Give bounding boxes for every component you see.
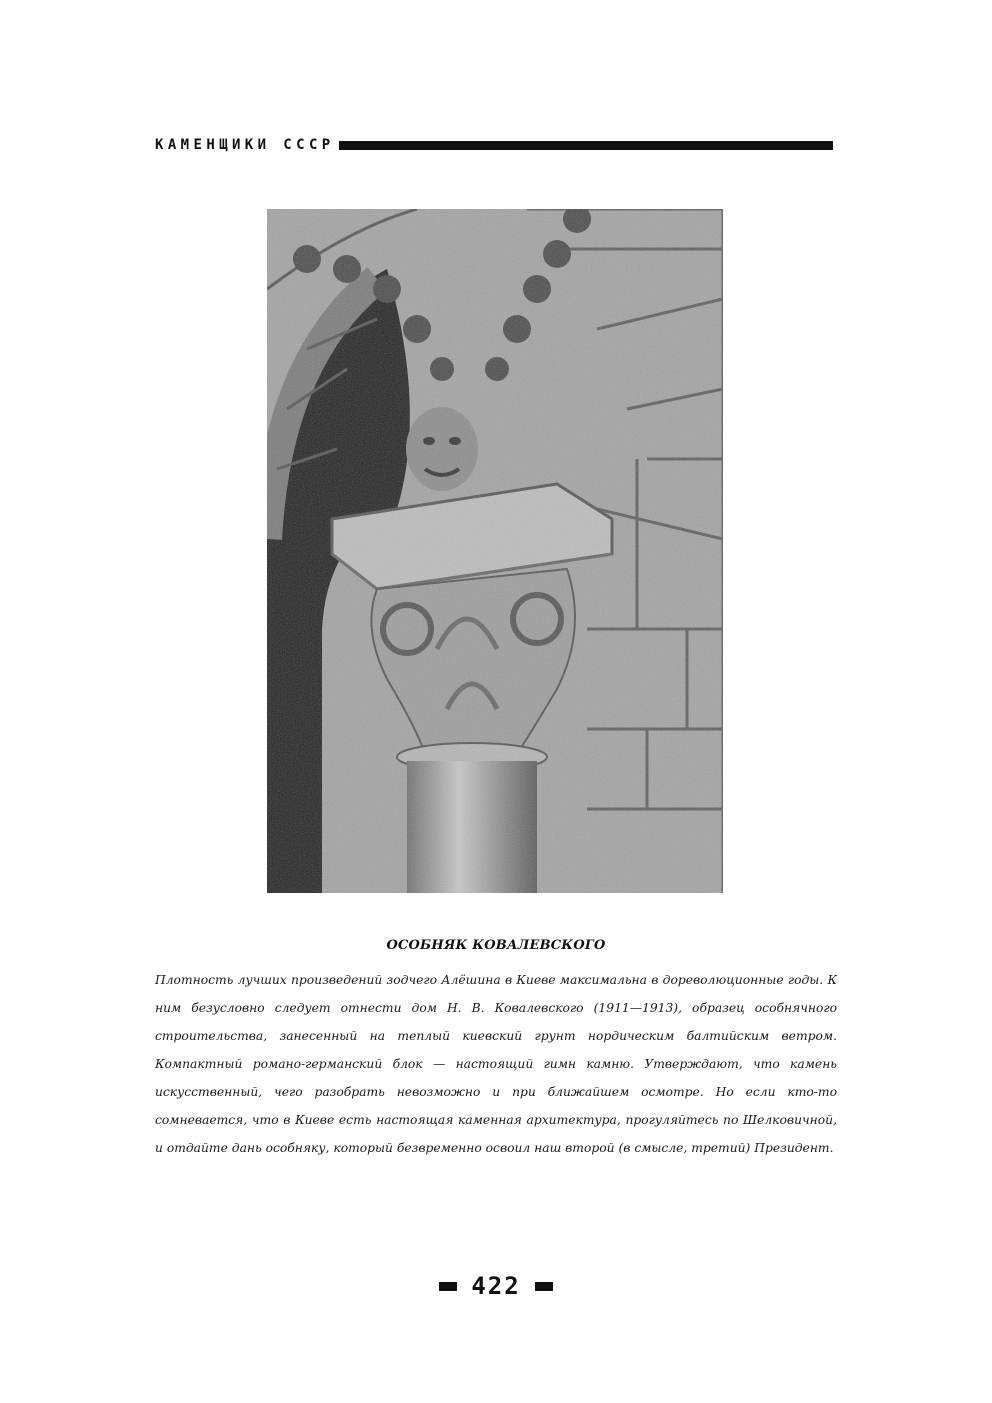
photo-illustration xyxy=(267,209,723,893)
folio-bar-right xyxy=(535,1282,553,1291)
caption-title: ОСОБНЯК КОВАЛЕВСКОГО xyxy=(386,938,606,953)
page-number: 422 xyxy=(471,1272,521,1300)
architectural-photo xyxy=(267,209,723,893)
page-folio xyxy=(0,1272,992,1300)
body-paragraph: Плотность лучших произведений зодчего Алёшина в Киеве максимальна в дореволюционные годы. К ним безусловно следует отнести дом Н. В. Ковалевского (1911—1913), образец особнячного строительства, занесенный на теплый киевский грунт нордическим балтийским ветром. Компактный романо-германский блок — настоящий гимн камню. Утверждают, что камень искусственный, чего разобрать невозможно и при ближайшем осмотре. Но если кто-то сомневается, что в Киеве есть настоящая каменная архитектура, прогуляйтесь по Шелковичной, и отдайте дань особняку, который безвременно освоил наш второй (в смысле, третий) Президент. xyxy=(155,973,837,1155)
running-head-title: КАМЕНЩИКИ СССР xyxy=(155,137,335,153)
running-head xyxy=(155,135,833,155)
folio-bar-left xyxy=(439,1282,457,1291)
running-head-rule xyxy=(339,141,833,150)
